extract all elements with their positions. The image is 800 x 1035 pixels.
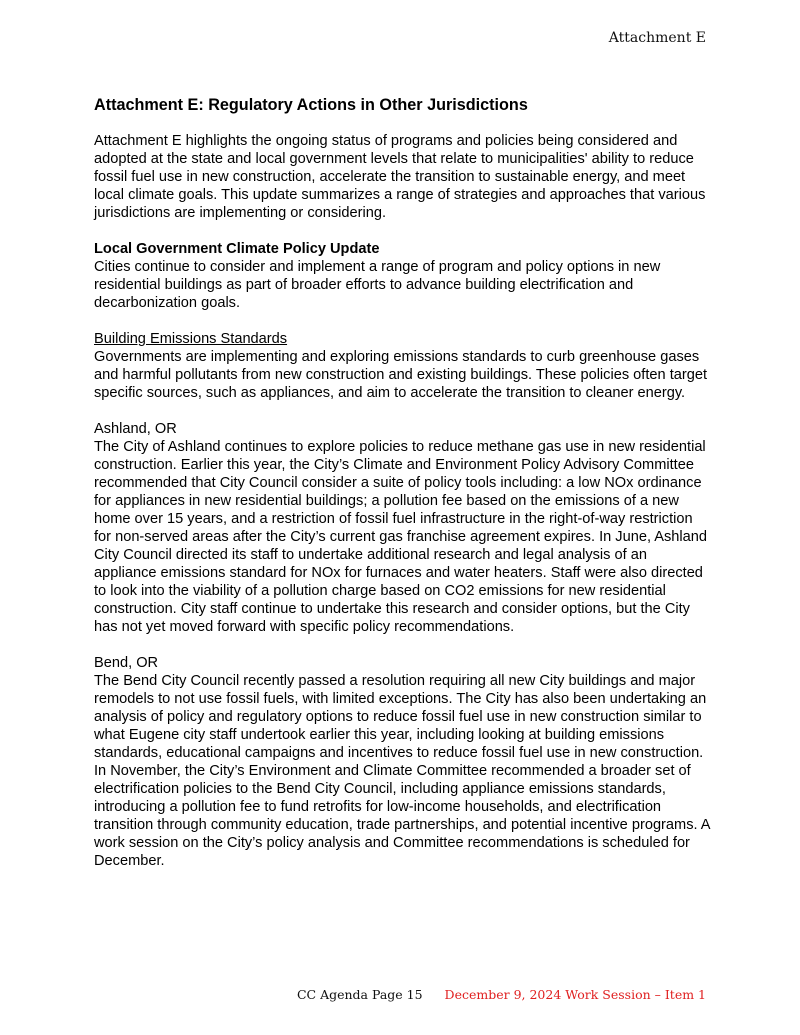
subsection-paragraph: Governments are implementing and exploring emissions standards to curb greenhouse gases and harmful pollutants from new construction and existing buildings. These policies often target specific sources, such as appliances, and aim to accelerate the transition to cleaner energy. bbox=[94, 349, 708, 401]
spacer bbox=[94, 222, 712, 240]
spacer bbox=[94, 402, 712, 420]
section-heading: Local Government Climate Policy Update bbox=[94, 241, 380, 257]
document-body bbox=[94, 94, 712, 870]
intro-paragraph: Attachment E highlights the ongoing status of programs and policies being considered and adopted at the state and local government levels that relate to municipalities' ability to reduce fossil fuel use in new construction, accelerate the transition to sustainable energy, and meet local climate goals. This update summarizes a range of strategies and approaches that various jurisdictions are implementing or considering. bbox=[94, 133, 706, 221]
document-title: Attachment E: Regulatory Actions in Other Jurisdictions bbox=[94, 96, 528, 114]
bend-heading: Bend, OR bbox=[94, 655, 159, 671]
spacer bbox=[94, 636, 712, 654]
work-session-label: December 9, 2024 Work Session – Item 1 bbox=[444, 987, 706, 1002]
page-footer bbox=[297, 987, 706, 1002]
bend-paragraph: The Bend City Council recently passed a resolution requiring all new City buildings and major remodels to not use fossil fuels, with limited exceptions. The City has also been undertaking an analysis of policy and regulatory options to reduce fossil fuel use in new construction similar to what Eugene city staff undertook earlier this year, including looking at building emissions standards, educational campaigns and incentives to reduce fossil fuel use in new construction. In November, the City’s Environment and Climate Committee recommended a broader set of electrification policies to the Bend City Council, including appliance emissions standards, introducing a pollution fee to fund retrofits for low-income households, and electrification transition through community education, trade partnerships, and potential incentive programs. A work session on the City’s policy analysis and Committee recommendations is scheduled for December. bbox=[94, 673, 710, 869]
subsection-heading: Building Emissions Standards bbox=[94, 331, 288, 347]
agenda-page-number: CC Agenda Page 15 bbox=[296, 987, 423, 1002]
attachment-label: Attachment E bbox=[608, 30, 706, 46]
ashland-heading: Ashland, OR bbox=[94, 421, 177, 437]
ashland-paragraph: The City of Ashland continues to explore policies to reduce methane gas use in new residential construction. Earlier this year, the City’s Climate and Environment Policy Advisory Committee recommended that City Council consider a suite of policy tools including: a low NOx ordinance for appliances in new residential buildings; a pollution fee based on the emissions of a new home over 15 years, and a restriction of fossil fuel infrastructure in the right-of-way restriction for non-served areas after the City’s current gas franchise agreement expires. In June, Ashland City Council directed its staff to undertake additional research and legal analysis of an appliance emissions standard for NOx for furnaces and water heaters. Staff were also directed to look into the viability of a pollution charge based on CO2 emissions for new residential construction. City staff continue to undertake this research and consider options, but the City has not yet moved forward with specific policy recommendations. bbox=[94, 439, 707, 635]
spacer bbox=[94, 312, 712, 330]
section-paragraph: Cities continue to consider and implement a range of program and policy options in new residential buildings as part of broader efforts to advance building electrification and decarbonization goals. bbox=[94, 259, 661, 311]
